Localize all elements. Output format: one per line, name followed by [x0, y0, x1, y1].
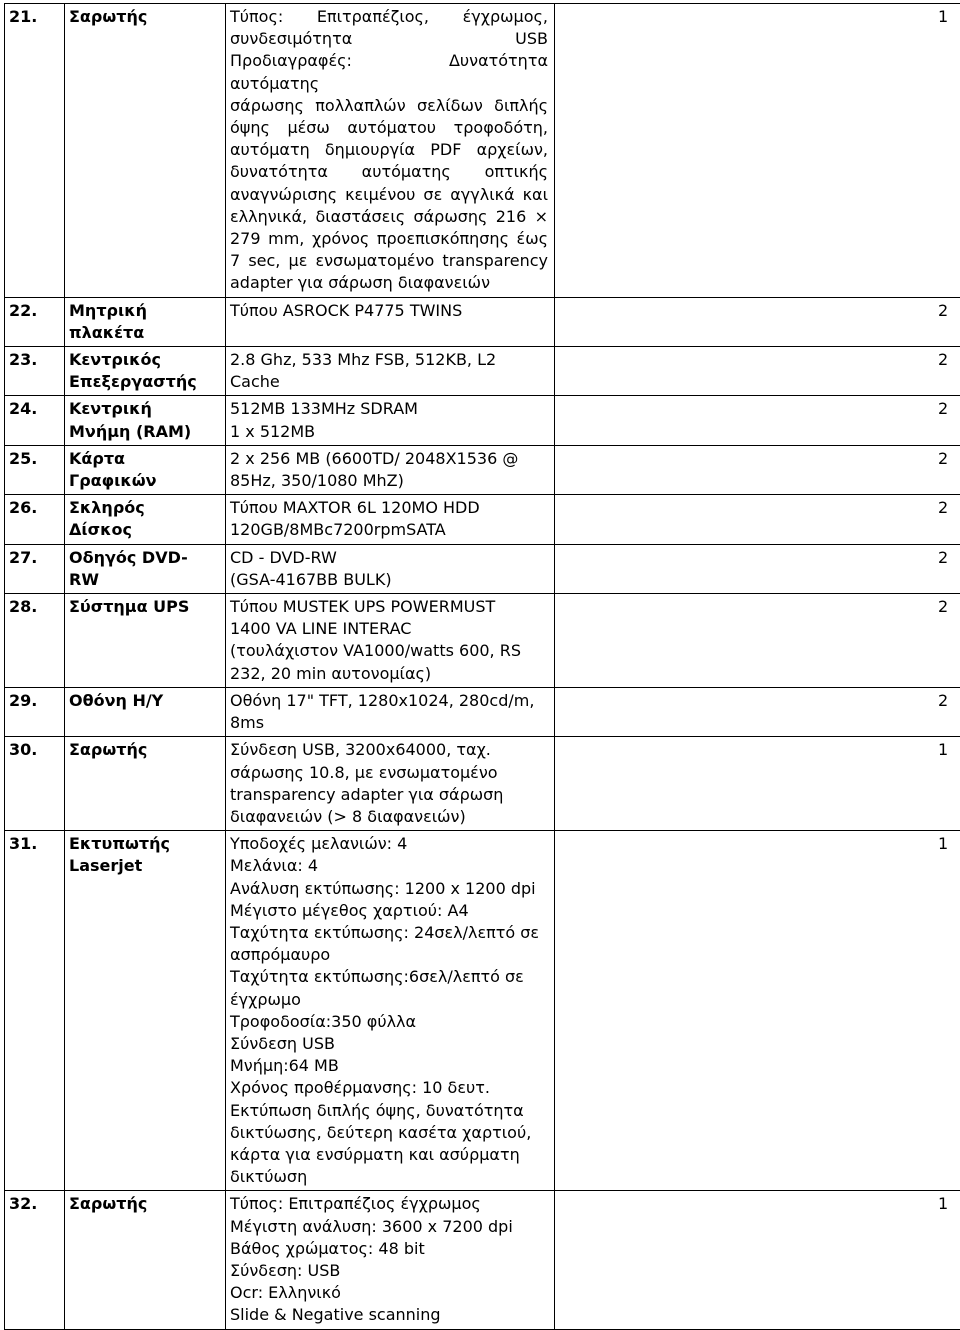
item-number: 24. [5, 396, 65, 445]
description-line: Προδιαγραφές: Δυνατότητα αυτόματης [230, 50, 548, 94]
description-line: όψης μέσω αυτόματου τροφοδότη, [230, 117, 548, 139]
description-line: Τύπος: Επιτραπέζιος, έγχρωμος, [230, 6, 548, 28]
item-name-line: Μνήμη (RAM) [69, 421, 219, 443]
description-line: σάρωσης 10.8, με ενσωματομένο [230, 762, 548, 784]
item-quantity-cell [555, 687, 960, 736]
description-line: Cache [230, 371, 548, 393]
description-line: σάρωσης πολλαπλών σελίδων διπλής [230, 95, 548, 117]
description-line: Ταχύτητα εκτύπωσης: 24σελ/λεπτό σε [230, 922, 548, 944]
item-description [226, 831, 555, 1191]
item-number: 21. [5, 4, 65, 298]
table-row [5, 445, 960, 494]
item-name [65, 396, 226, 445]
description-line: ελληνικά, διαστάσεις σάρωσης 216 × [230, 206, 548, 228]
item-description [226, 297, 555, 346]
description-line: Ταχύτητα εκτύπωσης:6σελ/λεπτό σε [230, 966, 548, 988]
item-quantity-cell [555, 544, 960, 593]
item-quantity: 2 [559, 398, 956, 420]
item-name-line: Κάρτα [69, 448, 219, 470]
description-line: Τύπου ASROCK P4775 TWINS [230, 300, 548, 322]
description-line: δυνατότητα αυτόματης οπτικής [230, 161, 548, 183]
item-name-line: Σαρωτής [69, 1193, 219, 1215]
item-quantity: 2 [559, 690, 956, 712]
table-row [5, 594, 960, 688]
item-name-line: Εκτυπωτής [69, 833, 219, 855]
description-line: CD - DVD-RW [230, 547, 548, 569]
description-line: 2.8 Ghz, 533 Mhz FSB, 512KB, L2 [230, 349, 548, 371]
item-name [65, 831, 226, 1191]
item-number: 32. [5, 1191, 65, 1329]
item-name-line: Σύστημα UPS [69, 596, 219, 618]
table-row [5, 347, 960, 396]
item-quantity: 2 [559, 300, 956, 322]
item-name [65, 297, 226, 346]
item-quantity: 1 [559, 6, 956, 28]
table-row [5, 544, 960, 593]
description-line: (GSA-4167BB BULK) [230, 569, 548, 591]
item-name-line: Μητρική [69, 300, 219, 322]
table-row [5, 1191, 960, 1329]
item-quantity-cell [555, 1191, 960, 1329]
item-name-line: Επεξεργαστής [69, 371, 219, 393]
description-line: Μνήμη:64 MB [230, 1055, 548, 1077]
description-line: έγχρωμο [230, 989, 548, 1011]
item-name [65, 347, 226, 396]
item-name-line: Σαρωτής [69, 739, 219, 761]
table-row [5, 396, 960, 445]
description-line: κάρτα για ενσύρματη και ασύρματη [230, 1144, 548, 1166]
description-line: 232, 20 min αυτονομίας) [230, 663, 548, 685]
description-line: Μέγιστο μέγεθος χαρτιού: A4 [230, 900, 548, 922]
description-line: διαφανειών (> 8 διαφανειών) [230, 806, 548, 828]
description-line: Οθόνη 17" TFT, 1280x1024, 280cd/m, [230, 690, 548, 712]
item-quantity: 1 [559, 1193, 956, 1215]
description-line: ασπρόμαυρο [230, 944, 548, 966]
table-row [5, 737, 960, 831]
item-description [226, 544, 555, 593]
item-name [65, 594, 226, 688]
description-line: Τύπου MUSTEK UPS POWERMUST [230, 596, 548, 618]
item-name-line: Γραφικών [69, 470, 219, 492]
table-row [5, 687, 960, 736]
item-name-line: Laserjet [69, 855, 219, 877]
item-name-line: Κεντρικός [69, 349, 219, 371]
description-line: αναγνώρισης κειμένου σε αγγλικά και [230, 184, 548, 206]
item-name-line: Σκληρός [69, 497, 219, 519]
item-description [226, 495, 555, 544]
description-line: 7 sec, με ενσωματομένο transparency [230, 250, 548, 272]
item-quantity-cell [555, 831, 960, 1191]
description-line: Slide & Negative scanning [230, 1304, 548, 1326]
description-line: συνδεσιμότητα USB [230, 28, 548, 50]
description-line: adapter για σάρωση διαφανειών [230, 272, 548, 294]
description-line: δικτύωσης, δεύτερη κασέτα χαρτιού, [230, 1122, 548, 1144]
item-number: 27. [5, 544, 65, 593]
item-number: 31. [5, 831, 65, 1191]
item-quantity-cell [555, 594, 960, 688]
item-description [226, 1191, 555, 1329]
table-row [5, 4, 960, 298]
equipment-spec-table [4, 3, 960, 1330]
item-number: 26. [5, 495, 65, 544]
description-line: Ocr: Ελληνικό [230, 1282, 548, 1304]
item-name [65, 445, 226, 494]
description-line: Βάθος χρώματος: 48 bit [230, 1238, 548, 1260]
item-quantity: 2 [559, 547, 956, 569]
table-row [5, 297, 960, 346]
description-line: 1400 VA LINE INTERAC [230, 618, 548, 640]
item-quantity-cell [555, 4, 960, 298]
item-name [65, 687, 226, 736]
item-name-line: πλακέτα [69, 322, 219, 344]
item-quantity: 1 [559, 833, 956, 855]
description-line: Εκτύπωση διπλής όψης, δυνατότητα [230, 1100, 548, 1122]
description-line: 120GB/8MBc7200rpmSATA [230, 519, 548, 541]
table-row [5, 831, 960, 1191]
item-quantity-cell [555, 737, 960, 831]
description-line: Σύνδεση: USB [230, 1260, 548, 1282]
item-name-line: Οδηγός DVD- [69, 547, 219, 569]
description-line: Υποδοχές μελανιών: 4 [230, 833, 548, 855]
description-line: Τύπου MAXTOR 6L 120MO HDD [230, 497, 548, 519]
description-line: 8ms [230, 712, 548, 734]
item-name-line: Κεντρική [69, 398, 219, 420]
item-number: 30. [5, 737, 65, 831]
item-name [65, 544, 226, 593]
item-quantity-cell [555, 445, 960, 494]
description-line: Σύνδεση USB, 3200x64000, ταχ. [230, 739, 548, 761]
item-quantity: 1 [559, 739, 956, 761]
description-line: transparency adapter για σάρωση [230, 784, 548, 806]
item-description [226, 347, 555, 396]
item-name-line: RW [69, 569, 219, 591]
item-name-line: Σαρωτής [69, 6, 219, 28]
description-line: 512MB 133MHz SDRAM [230, 398, 548, 420]
description-line: Μελάνια: 4 [230, 855, 548, 877]
item-description [226, 445, 555, 494]
description-line: δικτύωση [230, 1166, 548, 1188]
item-quantity-cell [555, 396, 960, 445]
description-line: Τροφοδοσία:350 φύλλα [230, 1011, 548, 1033]
description-line: Ανάλυση εκτύπωσης: 1200 x 1200 dpi [230, 878, 548, 900]
description-line: 279 mm, χρόνος προεπισκόπησης έως [230, 228, 548, 250]
item-name-line: Οθόνη Η/Υ [69, 690, 219, 712]
item-quantity-cell [555, 495, 960, 544]
description-line: Τύπος: Επιτραπέζιος έγχρωμος [230, 1193, 548, 1215]
item-quantity: 2 [559, 448, 956, 470]
item-quantity-cell [555, 347, 960, 396]
item-name [65, 495, 226, 544]
item-name [65, 737, 226, 831]
item-number: 28. [5, 594, 65, 688]
table-row [5, 495, 960, 544]
description-line: 85Hz, 350/1080 MhZ) [230, 470, 548, 492]
item-number: 22. [5, 297, 65, 346]
description-line: (τουλάχιστον VA1000/watts 600, RS [230, 640, 548, 662]
item-number: 29. [5, 687, 65, 736]
description-line: Σύνδεση USB [230, 1033, 548, 1055]
item-description [226, 737, 555, 831]
item-description [226, 4, 555, 298]
item-quantity: 2 [559, 349, 956, 371]
item-description [226, 687, 555, 736]
item-name [65, 4, 226, 298]
item-quantity: 2 [559, 497, 956, 519]
item-name [65, 1191, 226, 1329]
item-number: 23. [5, 347, 65, 396]
item-quantity: 2 [559, 596, 956, 618]
description-line: 2 x 256 MB (6600TD/ 2048X1536 @ [230, 448, 548, 470]
item-description [226, 396, 555, 445]
item-number: 25. [5, 445, 65, 494]
description-line: Μέγιστη ανάλυση: 3600 x 7200 dpi [230, 1216, 548, 1238]
description-line: Χρόνος προθέρμανσης: 10 δευτ. [230, 1077, 548, 1099]
item-description [226, 594, 555, 688]
item-name-line: Δίσκος [69, 519, 219, 541]
description-line: αυτόματη δημιουργία PDF αρχείων, [230, 139, 548, 161]
description-line: 1 x 512MB [230, 421, 548, 443]
item-quantity-cell [555, 297, 960, 346]
spec-table-body [5, 4, 960, 1330]
